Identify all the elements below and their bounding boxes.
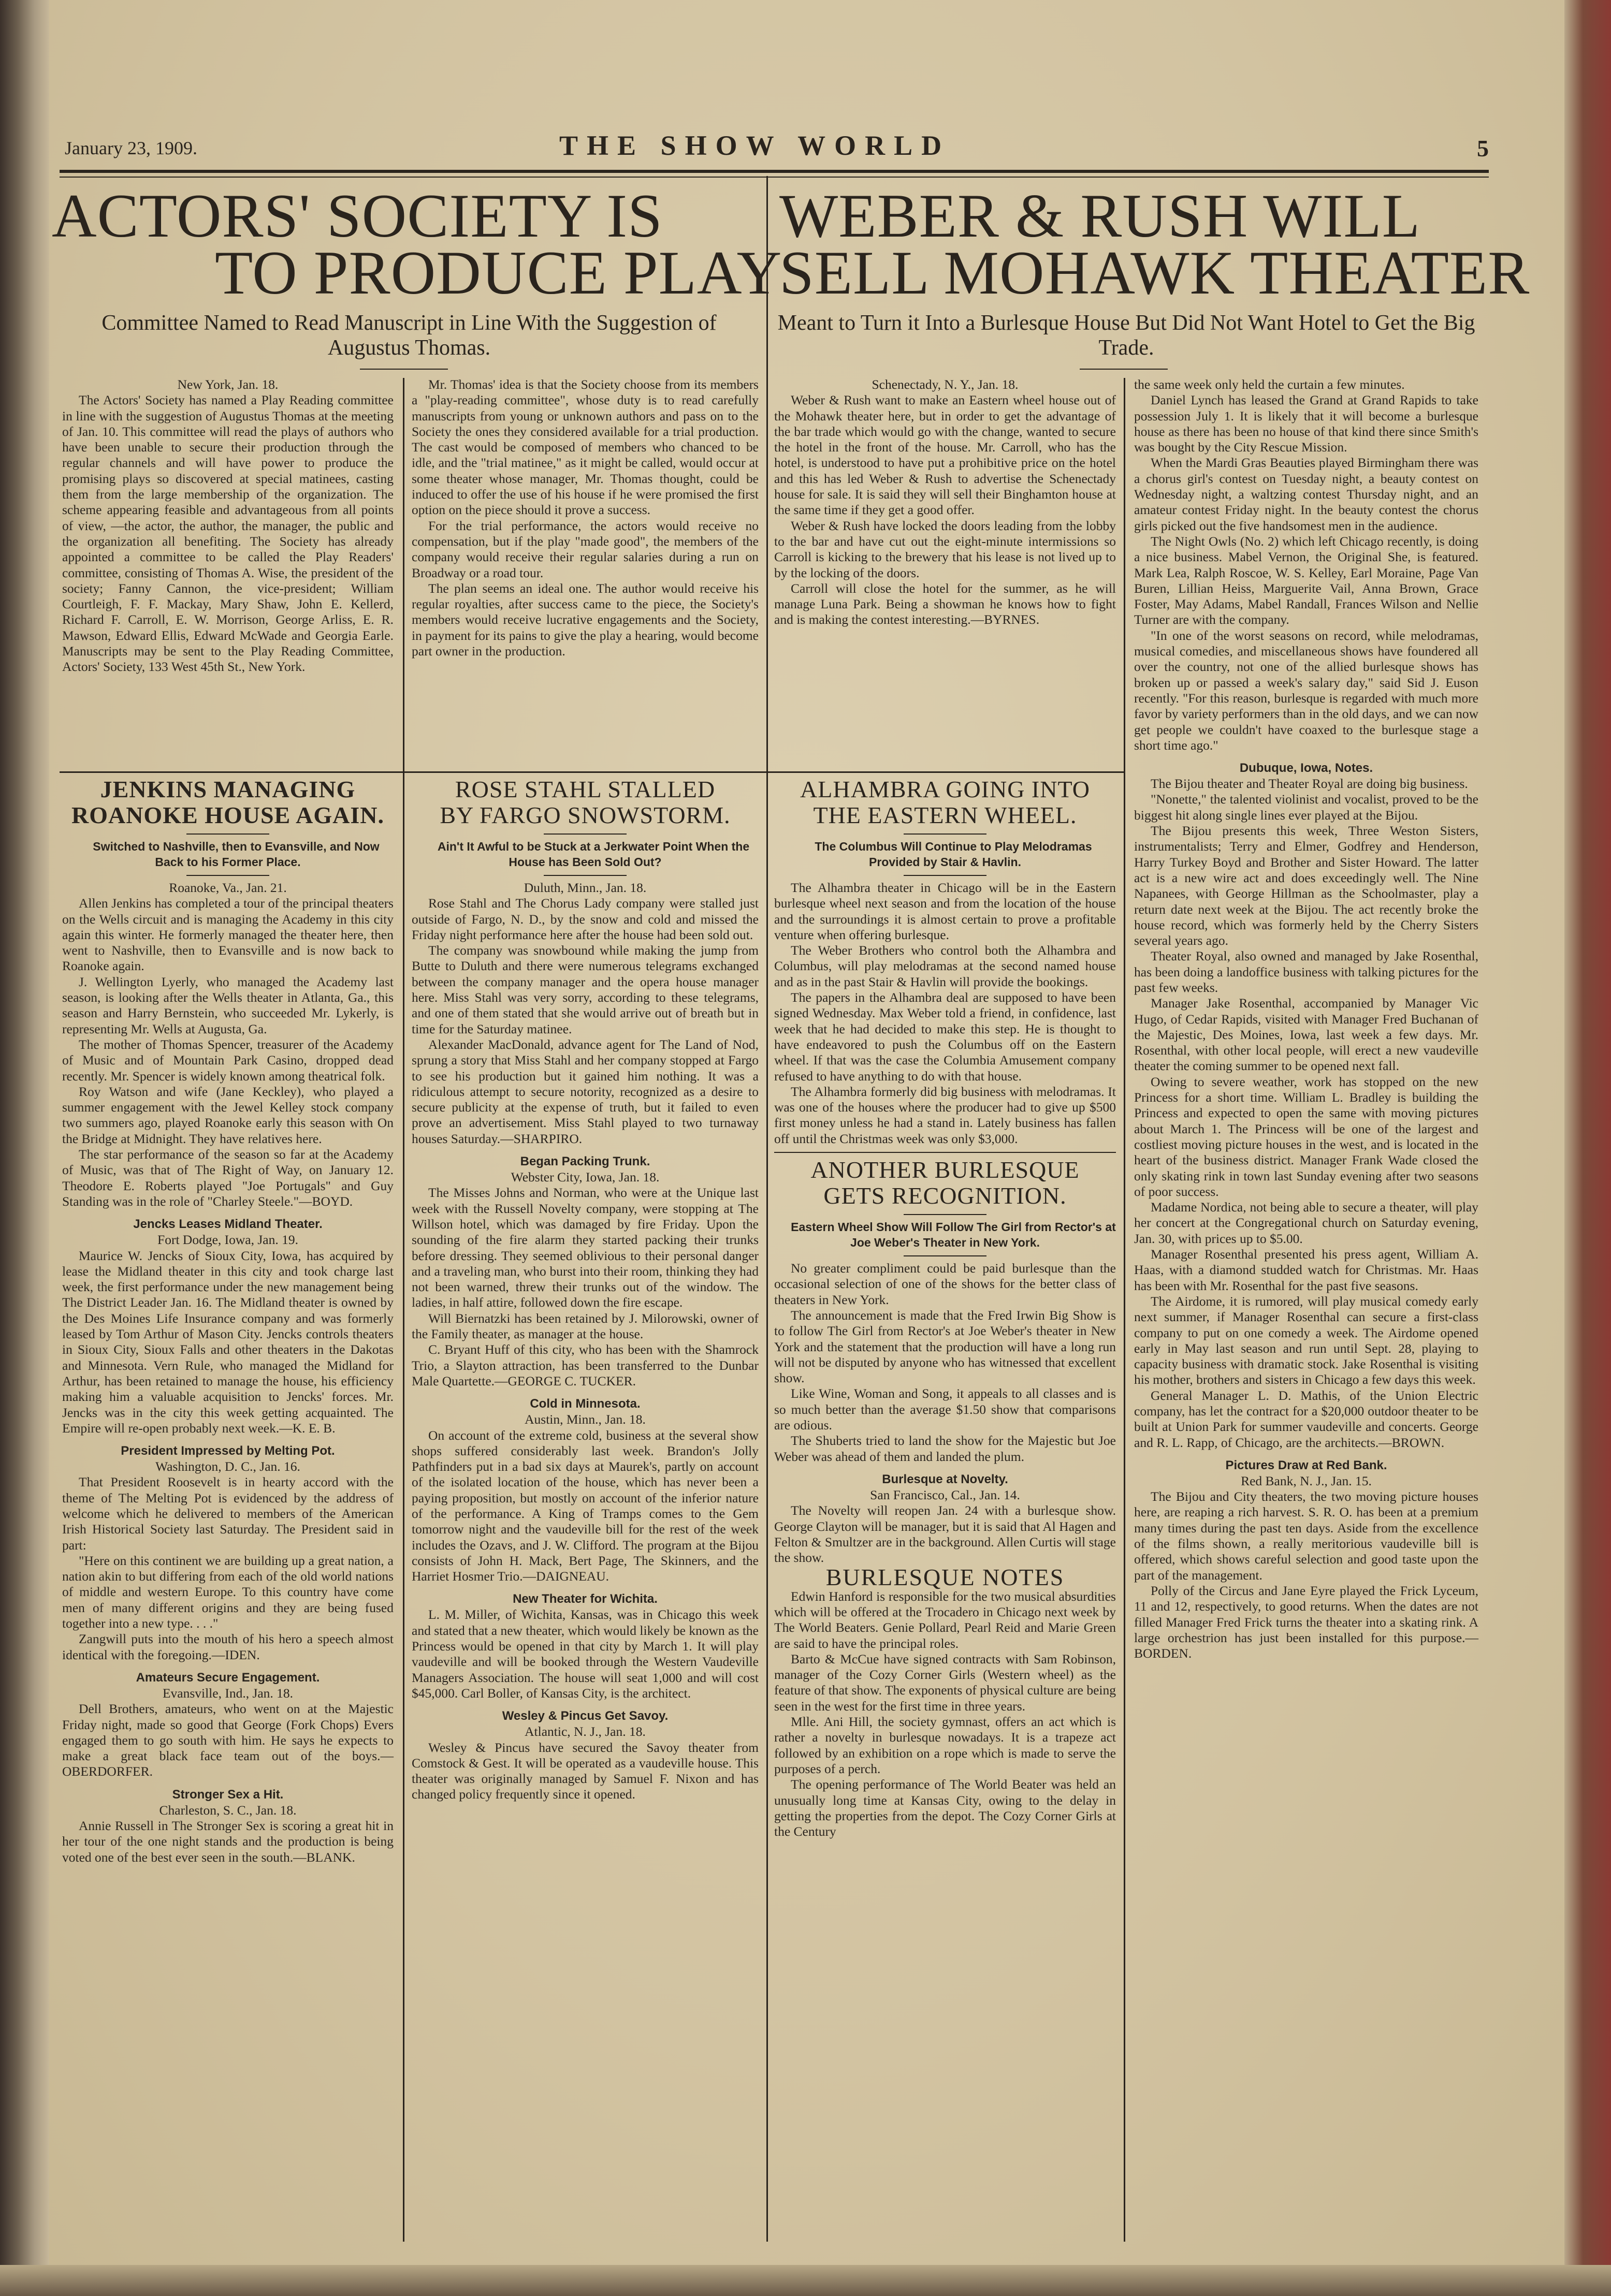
paragraph: "Nonette," the talented violinist and vocalist, proved to be the biggest hit along single lines ever played at the Bijou. xyxy=(1134,792,1478,823)
paragraph: "Here on this continent we are building up a great nation, a nation akin to but differing from each of the old world nations of middle and western Europe. To this country have come men of many different origins and they are being fused together into a new type. . . ." xyxy=(62,1553,394,1631)
paragraph: The Novelty will reopen Jan. 24 with a burlesque show. George Clayton will be manager, but it is said that Al Hagen and Felton & Smultzer are in the background. Allen Curtis will stage the show. xyxy=(774,1503,1116,1566)
paragraph: Edwin Hanford is responsible for the two musical absurdities which will be offered at the Trocadero in Chicago next week by The World Beaters. Genie Pollard, Pearl Reid and Marie Green are said to have the principal roles. xyxy=(774,1588,1116,1651)
jenkins-title-2: ROANOKE HOUSE AGAIN. xyxy=(71,802,385,828)
paragraph: The company was snowbound while making the jump from Butte to Duluth and there were numerous telegrams exchanged between the company manager and the opera house manager here. Miss Stahl was very sorry, according to these telegrams, and one of them stated that she would arrive out of breath but in time for the Saturday matinee. xyxy=(412,943,759,1036)
divider xyxy=(904,1214,986,1215)
paragraph: No greater compliment could be paid burlesque than the occasional selection of one of the shows for the better class of theaters in New York. xyxy=(774,1261,1116,1307)
paragraph: When the Mardi Gras Beauties played Birmingham there was a chorus girl's contest on Tuesday night, a beauty contest on Wednesday night, a waltzing contest Thursday night, and an amateur contest Friday night. In the beauty contest the chorus girls picked out the five handsomest men in the audience. xyxy=(1134,455,1478,533)
headline-actors-society-line1: ACTORS' SOCIETY IS xyxy=(52,181,663,250)
paragraph: The plan seems an ideal one. The author would receive his regular royalties, after success came to the piece, the Society's members would receive lucrative engagements and the Society, in payment for its pains to give the play a hearing, would become part owner in the production. xyxy=(412,580,759,659)
paragraph: The Actors' Society has named a Play Reading committee in line with the suggestion of Augustus Thomas at the meeting of Jan. 10. This committee will read the plays of authors who have been unable to secure their production through the regular channels and will have power to produce the promising plays so discovered at special matinees, casting them from the large membership of the organization. The scheme appearing feasible and advantageous from all points of view, —the actor, the author, the manager, the public and the organization all benefiting. The Society has already appointed a committee to be called the Play Readers' committee, consisting of Thomas A. Wise, the president of the society; Fanny Cannon, the vice-president; William Courtleigh, F. F. Mackay, Mary Shaw, John E. Kellerd, Richard F. Carroll, E. W. Morrison, George Arliss, E. R. Mawson, Edward Ellis, Edward McWade and Georgia Earle. Manuscripts may be sent to the Play Reading Committee, Actors' Society, 133 West 45th St., New York. xyxy=(62,392,394,675)
paragraph: Annie Russell in The Stronger Sex is scoring a great hit in her tour of the one night stands and the production is being voted one of the best ever seen in the south.—BLANK. xyxy=(62,1818,394,1865)
dateline: Webster City, Iowa, Jan. 18. xyxy=(511,1169,660,1185)
jencks-title: Jencks Leases Midland Theater. xyxy=(133,1217,323,1232)
divider xyxy=(186,833,269,835)
paragraph: The Night Owls (No. 2) which left Chicago recently, is doing a nice business. Mabel Vernon, the Original She, is featured. Mark Lea, Ralph Roscoe, W. S. Kelley, Earl Moraine, Page Van Buren, Lillian Heiss, Marguerite Vail, Anna Brown, Grace Foster, May Adams, Mabel Randall, Frances Wilson and Nellie Turner are with the company. xyxy=(1134,533,1478,627)
paragraph: Manager Rosenthal presented his press agent, William A. Haas, with a diamond studded watch for Christmas. Mr. Haas has been with Mr. Rosenthal for the past five seasons. xyxy=(1134,1247,1478,1293)
deck-actors-society: Committee Named to Read Manuscript in Line With the Suggestion of Augustus Thomas. xyxy=(101,311,717,360)
page-number: 5 xyxy=(1477,135,1489,162)
column-rule xyxy=(766,777,768,2242)
paragraph: The Alhambra theater in Chicago will be in the Eastern burlesque wheel next season and from the location of the house and the surroundings it is almost certain to prove a profitable venture when offering burlesque. xyxy=(774,880,1116,942)
dateline: Charleston, S. C., Jan. 18. xyxy=(159,1802,297,1818)
dateline: Washington, D. C., Jan. 16. xyxy=(155,1459,300,1474)
paragraph: Zangwill puts into the mouth of his hero a speech almost identical with the foregoing.—IDEN. xyxy=(62,1631,394,1662)
paragraph: The Weber Brothers who control both the Alhambra and Columbus, will play melodramas at the second named house and as in the past Stair & Havlin will provide the bookings. xyxy=(774,943,1116,989)
paragraph: The mother of Thomas Spencer, treasurer of the Academy of Music and of Mountain Park Casino, dropped dead recently. Mr. Spencer is widely known among theatrical folk. xyxy=(62,1036,394,1084)
dateline: Roanoke, Va., Jan. 21. xyxy=(169,880,287,895)
dateline: Atlantic, N. J., Jan. 18. xyxy=(525,1724,646,1739)
paragraph: For the trial performance, the actors would receive no compensation, but if the play "made good", the members of the company would receive their regular salaries during a run on Broadway or a road tour. xyxy=(412,518,759,580)
headline-weber-rush-line1: WEBER & RUSH WILL xyxy=(779,181,1421,250)
alhambra-title-2: THE EASTERN WHEEL. xyxy=(813,802,1077,828)
rose-stahl-title-2: BY FARGO SNOWSTORM. xyxy=(440,802,731,828)
novelty-title: Burlesque at Novelty. xyxy=(882,1472,1008,1486)
column-rule xyxy=(403,378,404,777)
headline-weber-rush-line2: SELL MOHAWK THEATER xyxy=(779,238,1530,307)
paragraph: Theater Royal, also owned and managed by Jake Rosenthal, has been doing a landoffice business with talking pictures for the past few weeks. xyxy=(1134,948,1478,995)
paragraph: Like Wine, Woman and Song, it appeals to all classes and is so much better than the average $1.50 show that comparisons are odious. xyxy=(774,1386,1116,1433)
paragraph: Allen Jenkins has completed a tour of the principal theaters on the Wells circuit and is managing the Academy in this city again this winter. He formerly managed the theater here, then went to Nashville, then to Evansville and is now back to Roanoke again. xyxy=(62,896,394,974)
paragraph: Barto & McCue have signed contracts with Sam Robinson, manager of the Cozy Corner Girls (Western wheel) as the feature of that show. The exponents of physical culture are being seen in the west for the first time in three years. xyxy=(774,1651,1116,1714)
paragraph: The Bijou and City theaters, the two moving picture houses here, are reaping a rich harvest. S. R. O. has been at a premium many times during the past ten days. Aside from the excellence of the films shown, a really meritorious vaudeville bill is offered, which shows careful selection and good taste upon the part of the management. xyxy=(1134,1489,1478,1583)
paragraph: Owing to severe weather, work has stopped on the new Princess for a short time. William L. Bradley is building the Princess and expected to open the same with moving pictures about March 1. The Princess will be one of the largest and costliest moving picture houses in the west, and is located in the heart of the business district. Manager Frank Wade closed the only skating rink in town last Sunday evening after two seasons of poor success. xyxy=(1134,1074,1478,1199)
column-1 xyxy=(62,777,394,1865)
dateline: New York, Jan. 18. xyxy=(177,377,279,392)
paragraph: The papers in the Alhambra deal are supposed to have been signed Wednesday. Max Weber told a friend, in confidence, last week that he had decided to make this step. He is thought to have endeavored to push the Columbus off on the Eastern wheel. If that was the case the Columbia Amusement company refused to have anything to do with that house. xyxy=(774,990,1116,1084)
paragraph: J. Wellington Lyerly, who managed the Academy last season, is looking after the Wells theater in Atlanta, Ga., this season and Harry Bernstein, who succeeded Mr. Lykerly, is representing Mr. Wells at Augusta, Ga. xyxy=(62,974,394,1036)
another-burlesque-sub: Eastern Wheel Show Will Follow The Girl from Rector's at Joe Weber's Theater in New York. xyxy=(791,1220,1116,1250)
divider xyxy=(1080,369,1168,370)
masthead: THE SHOW WORLD xyxy=(559,130,951,161)
header-rule xyxy=(60,170,1489,178)
dubuque-title: Dubuque, Iowa, Notes. xyxy=(1239,761,1373,776)
alhambra-sub: The Columbus Will Continue to Play Melodramas Provided by Stair & Havlin. xyxy=(815,840,1092,869)
paragraph: The Bijou presents this week, Three Weston Sisters, instrumentalists; Terry and Elmer, Godfrey and Henderson, Harry Turkey Boyd and Brother and Sister Howard. The latter act is a new wire act and does exceedingly well. The Nine Napanees, with George Hillman as the Schoolmaster, play a return date next week at the Bijou. The act recently broke the house record, which was formerly held by the Cherry Sisters several years ago. xyxy=(1134,823,1478,948)
book-binding-bottom xyxy=(0,2265,1611,2296)
president-title: President Impressed by Melting Pot. xyxy=(121,1444,335,1458)
burlesque-notes-title: BURLESQUE NOTES xyxy=(825,1564,1065,1591)
divider xyxy=(360,369,448,370)
trunk-title: Began Packing Trunk. xyxy=(520,1154,650,1169)
jenkins-sub: Switched to Nashville, then to Evansville, and Now Back to his Former Place. xyxy=(93,840,380,869)
paragraph: L. M. Miller, of Wichita, Kansas, was in Chicago this week and stated that a new theater, which would likely be known as the Princess would be opened in that city by March 1. It will play vaudeville and will be booked through the Western Vaudeville Managers Association. The house will seat 1,000 and will cost $45,000. Carl Boller, of Kansas City, is the architect. xyxy=(412,1607,759,1701)
savoy-title: Wesley & Pincus Get Savoy. xyxy=(502,1709,669,1723)
article-actors-society-col2 xyxy=(412,377,759,659)
dateline: Fort Dodge, Iowa, Jan. 19. xyxy=(157,1232,298,1248)
dateline: Red Bank, N. J., Jan. 15. xyxy=(1241,1473,1372,1488)
article-weber-rush-col1 xyxy=(774,377,1116,628)
article-actors-society-col1 xyxy=(62,377,394,675)
center-column-rule xyxy=(766,176,768,777)
divider xyxy=(544,833,627,835)
newspaper-page xyxy=(49,0,1564,2265)
divider xyxy=(544,875,627,876)
paragraph: The Airdome, it is rumored, will play musical comedy early next summer, if Manager Rosenthal can secure a first-class company to put on one comedy a week. The Airdome opened early in May last season and run until Sept. 28, playing to capacity business with dramatic stock. Jake Rosenthal is visiting his mother, brothers and sisters in Chicago a few days this week. xyxy=(1134,1293,1478,1387)
paragraph: The Misses Johns and Norman, who were at the Unique last week with the Russell Novelty company, were stopping at The Willson hotel, which was damaged by fire Friday. Upon the sounding of the fire alarm they started packing their trunks before dressing. They seemed oblivious to their personal danger and a traveling man, who burst into their room, thinking they had not been warned, threw their trunks out of the window. The ladies, in half attire, followed down the fire escape. xyxy=(412,1185,759,1310)
book-binding-right xyxy=(1564,0,1611,2296)
paragraph: The star performance of the season so far at the Academy of Music, was that of The Right of Way, on January 12. Theodore E. Roberts played "Joe Portugals" and Guy Standing was in the role of "Charley Steele."—BOYD. xyxy=(62,1147,394,1209)
paragraph: The announcement is made that the Fred Irwin Big Show is to follow The Girl from Rector's at Joe Weber's theater in New York and the statement that the production will have a long run will not be disputed by anyone who has witnessed that excellent show. xyxy=(774,1307,1116,1386)
paragraph: Mr. Thomas' idea is that the Society choose from its members a "play-reading committee", whose duty is to read carefully manuscripts from young or unknown authors and pass on to the Society the ones they considered available for a trial production. The cast would be composed of members who chanced to be idle, and the "trial matinee," as it might be called, would occur at some theater whose manager, Mr. Thomas thought, could be induced to offer the use of his house if he were promised the first option on the piece should it prove a success. xyxy=(412,377,759,518)
paragraph: the same week only held the curtain a few minutes. xyxy=(1134,377,1405,392)
column-rule xyxy=(1124,378,1125,2242)
paragraph: Will Biernatzki has been retained by J. Milorowski, owner of the Family theater, as manager at the house. xyxy=(412,1310,759,1342)
paragraph: Madame Nordica, not being able to secure a theater, will play her concert at the Congregational church on Saturday evening, Jan. 30, with prices up to $5.00. xyxy=(1134,1200,1478,1246)
deck-weber-rush: Meant to Turn it Into a Burlesque House But Did Not Want Hotel to Get the Big Trade. xyxy=(777,311,1475,360)
paragraph: Alexander MacDonald, advance agent for The Land of Nod, sprung a story that Miss Stahl and her company stopped at Fargo to see his production but it gained him nothing. It was a ridiculous attempt to secure notority, recognized as a desire to secure publicity at the expense of truth, but it failed to even prove an advertisement. Miss Stahl played to two turnaway houses Saturday.—SHARPIRO. xyxy=(412,1036,759,1146)
cold-title: Cold in Minnesota. xyxy=(530,1397,641,1411)
divider xyxy=(904,833,986,835)
wichita-title: New Theater for Wichita. xyxy=(513,1592,658,1606)
divider xyxy=(904,1255,986,1256)
issue-date: January 23, 1909. xyxy=(65,138,197,158)
another-burlesque-title-2: GETS RECOGNITION. xyxy=(823,1182,1067,1209)
paragraph: Mlle. Ani Hill, the society gymnast, offers an act which is rather a novelty in burlesque nowadays. It is a trapeze act followed by an exhibition on a rope which is made to serve the purposes of a perch. xyxy=(774,1714,1116,1776)
paragraph: The Shuberts tried to land the show for the Majestic but Joe Weber was ahead of them and landed the plum. xyxy=(774,1433,1116,1464)
column-4 xyxy=(1134,377,1478,1661)
paragraph: Weber & Rush want to make an Eastern wheel house out of the Mohawk theater here, but in order to get the advantage of the bar trade which would go with the change, wanted to secure the hotel in the front of the house. Mr. Carroll, who has the hotel, is understood to have put a prohibitive price on the hotel and this has led Weber & Rush to advertise the Schenectady house for sale. It is said they will sell their Binghamton house at the same time if they get a good offer. xyxy=(774,392,1116,518)
paragraph: Daniel Lynch has leased the Grand at Grand Rapids to take possession July 1. It is likely that it will become a burlesque house as there has been no house of that kind there since Smith's was bought by the City Rescue Mission. xyxy=(1134,392,1478,455)
paragraph: Wesley & Pincus have secured the Savoy theater from Comstock & Gest. It will be operated as a vaudeville house. This theater was originally managed by Samuel F. Nixon and has changed policy frequently since it opened. xyxy=(412,1739,759,1802)
column-2 xyxy=(412,777,759,1803)
dateline: Austin, Minn., Jan. 18. xyxy=(525,1412,646,1427)
paragraph: Manager Jake Rosenthal, accompanied by Manager Vic Hugo, of Cedar Rapids, visited with Manager Fred Buchanan of the Majestic, Des Moines, Iowa, last week a few days. Mr. Rosenthal, with other local people, will erect a new vaudeville theater the coming summer to be opened next fall. xyxy=(1134,996,1478,1074)
book-binding-left xyxy=(0,0,49,2296)
headline-actors-society-line2: TO PRODUCE PLAY xyxy=(215,238,782,307)
column-3 xyxy=(774,777,1116,1839)
paragraph: Carroll will close the hotel for the summer, as he will manage Luna Park. Being a showman he knows how to fight and is making the contest interesting.—BYRNES. xyxy=(774,580,1116,627)
divider xyxy=(186,875,269,876)
paragraph: Dell Brothers, amateurs, who went on at the Majestic Friday night, made so good that George (Fork Chops) Evers engaged them to go south with him. He says he expects to make a great black face team out of the boys.—OBERDORFER. xyxy=(62,1701,394,1779)
paragraph: Maurice W. Jencks of Sioux City, Iowa, has acquired by lease the Midland theater in this city and took charge last week, the first performance under the new management being The District Leader Jan. 16. The Midland theater is owned by the Des Moines Life Insurance company and was formerly leased by Tom Arthur of Mason City. Jencks controls theaters in Sioux City, Sioux Falls and other theaters in the Dakotas and Minnesota. Vern Rule, who managed the Midland for Arthur, has been retained to manage the house, his efficiency making him a valuable acquisition to Jencks' forces. Mr. Jencks was in the city this week getting acquainted. The Empire will re-open probably next week.—K. E. B. xyxy=(62,1248,394,1436)
paragraph: Polly of the Circus and Jane Eyre played the Frick Lyceum, 11 and 12, respectively, to good returns. When the dates are not filled Manager Fred Frick turns the theater into a skating rink. A large orchestrion has just been installed for this purpose.—BORDEN. xyxy=(1134,1583,1478,1661)
paragraph: On account of the extreme cold, business at the several show shops suffered considerably last week. Brandon's Jolly Pathfinders put in a bad six days at Maurek's, partly on account of the isolated location of the house, which has never been a paying proposition, but mostly on account of the inferior nature of the performance. A King of Tramps comes to the Gem tomorrow night and the vaudeville bill for the rest of the week includes the Ozavs, and J. W. Clifford. The program at the Bijou consists of John H. Mack, Bert Page, The Skinners, and the Harriet Hosmer Trio.—DAIGNEAU. xyxy=(412,1427,759,1584)
page-header xyxy=(65,129,1489,166)
rose-stahl-title: ROSE STAHL STALLED xyxy=(455,776,716,802)
divider xyxy=(774,1152,1116,1153)
alhambra-title: ALHAMBRA GOING INTO xyxy=(800,776,1090,802)
dateline: Schenectady, N. Y., Jan. 18. xyxy=(872,377,1019,392)
divider xyxy=(904,875,986,876)
paragraph: That President Roosevelt is in hearty accord with the theme of The Melting Pot is evidenced by the address of welcome which he delivered to members of the American Irish Historical Society last Saturday. The President said in part: xyxy=(62,1474,394,1553)
paragraph: The Alhambra formerly did big business with melodramas. It was one of the houses where the producer had to give up $500 first money unless he had a stand in. Lately business has fallen off until the Christmas week was only $3,000. xyxy=(774,1084,1116,1146)
paragraph: Roy Watson and wife (Jane Keckley), who played a summer engagement with the Jewel Kelley stock company two summers ago, played Roanoke early this season with On the Bridge at Midnight. They have relatives here. xyxy=(62,1084,394,1146)
red-bank-title: Pictures Draw at Red Bank. xyxy=(1225,1458,1387,1472)
rose-stahl-sub: Ain't It Awful to be Stuck at a Jerkwater Point When the House has Been Sold Out? xyxy=(437,840,750,869)
paragraph: Rose Stahl and The Chorus Lady company were stalled just outside of Fargo, N. D., by the snow and cold and missed the Friday night performance here after the house had been sold out. xyxy=(412,896,759,942)
dateline: Duluth, Minn., Jan. 18. xyxy=(524,880,647,895)
stronger-sex-title: Stronger Sex a Hit. xyxy=(172,1787,284,1802)
paragraph: Weber & Rush have locked the doors leading from the lobby to the bar and have cut out the eight-minute intermissions so Carroll is kicking to the brewery that his lease is not lived up to by the locking of the doors. xyxy=(774,518,1116,580)
amateurs-title: Amateurs Secure Engagement. xyxy=(136,1670,320,1685)
paragraph: The opening performance of The World Beater was held an unusually long time at Kansas City, owing to the delay in getting the properties from the depot. The Cozy Corner Girls at the Century xyxy=(774,1777,1116,1839)
column-rule xyxy=(403,777,404,2242)
section-rule xyxy=(60,771,1124,773)
another-burlesque-title: ANOTHER BURLESQUE xyxy=(810,1157,1080,1183)
paragraph: C. Bryant Huff of this city, who has been with the Shamrock Trio, a Slayton attraction, has been transferred to the Dunbar Male Quartette.—GEORGE C. TUCKER. xyxy=(412,1342,759,1388)
dateline: Evansville, Ind., Jan. 18. xyxy=(162,1685,294,1701)
paragraph: General Manager L. D. Mathis, of the Union Electric company, has let the contract for a $20,000 outdoor theater to be built at Union Park for summer vaudeville and concerts. George and R. L. Rapp, of Chicago, are the architects.—BROWN. xyxy=(1134,1387,1478,1450)
paragraph: The Bijou theater and Theater Royal are doing big business. xyxy=(1151,776,1468,792)
jenkins-title: JENKINS MANAGING xyxy=(100,776,356,802)
dateline: San Francisco, Cal., Jan. 14. xyxy=(870,1487,1020,1502)
paragraph: "In one of the worst seasons on record, while melodramas, musical comedies, and miscellaneous shows have foundered all over the country, not one of the allied burlesque shows has broken up or passed a week's salary day," said Sid J. Euson recently. "For this reason, burlesque is regarded with much more favor by variety performers than in the old days, and we can now get people we couldn't have coaxed to the burlesque stage a short time ago." xyxy=(1134,627,1478,753)
